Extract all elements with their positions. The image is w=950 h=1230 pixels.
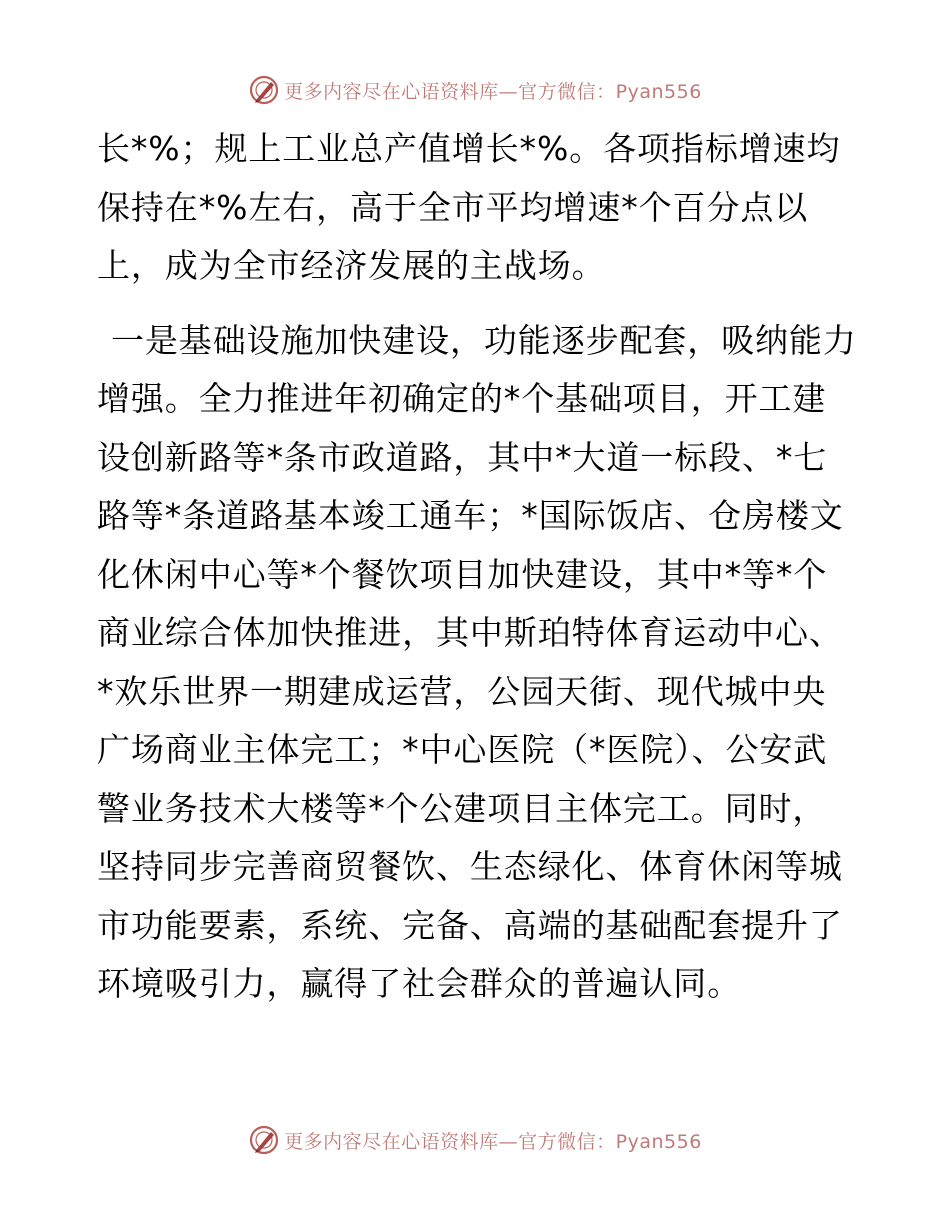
footer-watermark (0, 1120, 950, 1160)
document-body (97, 120, 857, 1014)
paragraph: 长*%；规上工业总产值增长*%。各项指标增速均保持在*%左右，高于全市平均增速*个百分点以上，成为全市经济发展的主战场。 (97, 129, 841, 285)
watermark-text: 更多内容尽在心语资料库—官方微信：Pyan556 (284, 80, 702, 103)
paragraph: 一是基础设施加快建设，功能逐步配套，吸纳能力增强。全力推进年初确定的*个基础项目，开工建设创新路等*条市政道路，其中*大道一标段、*七路等*条道路基本竣工通车；*国际饭店、仓房楼文化休闲中心等*个餐饮项目加快建设，其中*等*个商业综合体加快推进，其中斯珀特体育运动中心、*欢乐世界一期建成运营，公园天街、现代城中央广场商业主体完工；*中心医院（*医院）、公安武警业务技术大楼等*个公建项目主体完工。同时，坚持同步完善商贸餐饮、生态绿化、体育休闲等城市功能要素，系统、完备、高端的基础配套提升了环境吸引力，赢得了社会群众的普遍认同。 (97, 320, 857, 1003)
header-watermark (0, 70, 950, 110)
watermark-text: 更多内容尽在心语资料库—官方微信：Pyan556 (284, 1130, 702, 1153)
pen-logo-icon (248, 1124, 280, 1156)
pen-logo-icon (248, 74, 280, 106)
